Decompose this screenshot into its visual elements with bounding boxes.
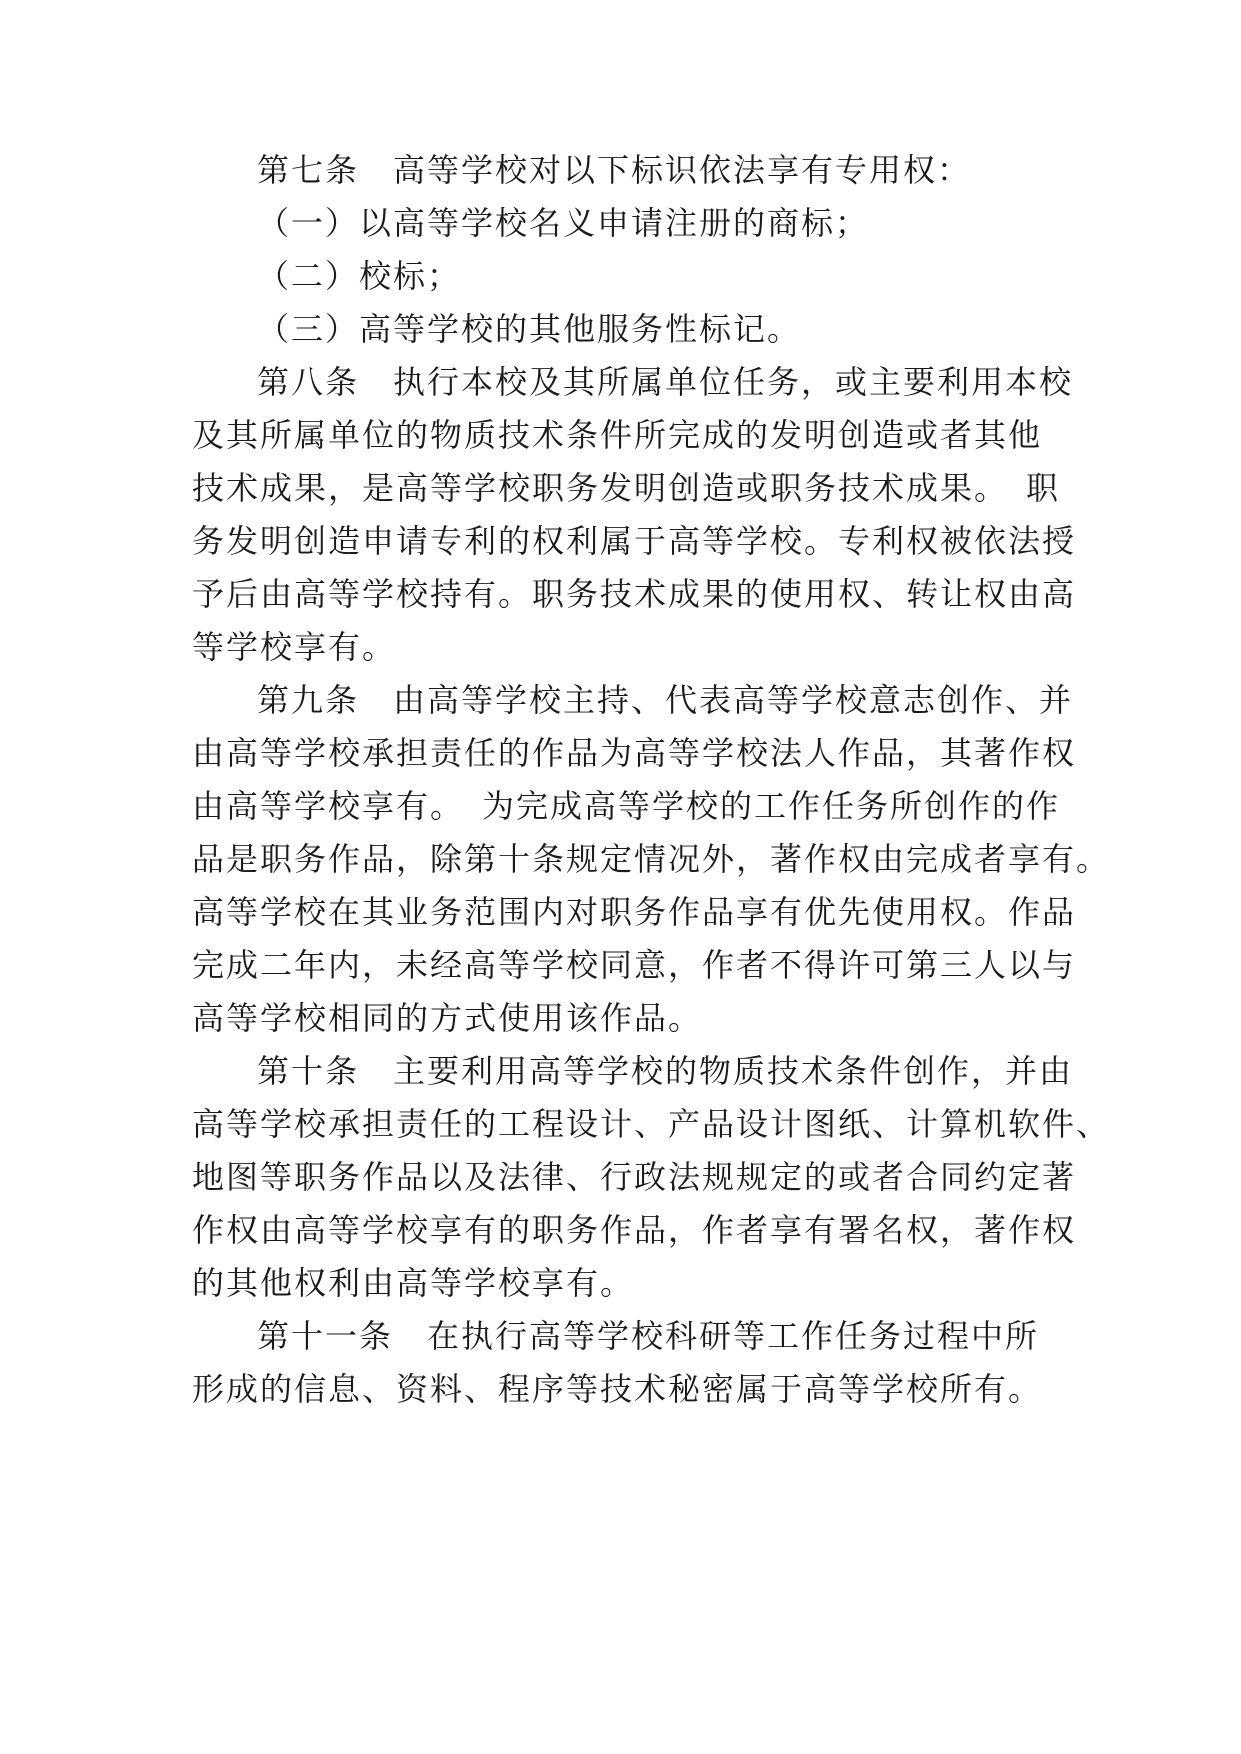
article-10-line-1: 第十条 主要利用高等学校的物质技术条件创作，并由 bbox=[257, 1052, 1074, 1090]
article-7-heading: 第七条 高等学校对以下标识依法享有专用权： bbox=[257, 151, 972, 189]
article-9-line-1: 第九条 由高等学校主持、代表高等学校意志创作、并 bbox=[257, 681, 1074, 719]
article-7-item-2: （二）校标； bbox=[257, 257, 462, 295]
article-7-item-1: （一）以高等学校名义申请注册的商标； bbox=[257, 204, 870, 242]
article-9-line-4: 品是职务作品，除第十条规定情况外，著作权由完成者享有。 bbox=[192, 840, 1111, 878]
article-7-item-3: （三）高等学校的其他服务性标记。 bbox=[257, 310, 802, 348]
article-9-line-6: 完成二年内，未经高等学校同意，作者不得许可第三人以与 bbox=[192, 946, 1077, 984]
article-10-line-4: 作权由高等学校享有的职务作品，作者享有署名权，著作权 bbox=[192, 1211, 1077, 1249]
article-9-line-2: 由高等学校承担责任的作品为高等学校法人作品，其著作权 bbox=[192, 734, 1077, 772]
article-8-line-3: 技术成果，是高等学校职务发明创造或职务技术成果。 职 bbox=[192, 469, 1061, 507]
article-9-line-5: 高等学校在其业务范围内对职务作品享有优先使用权。作品 bbox=[192, 893, 1077, 931]
article-8-line-2: 及其所属单位的物质技术条件所完成的发明创造或者其他 bbox=[192, 416, 1043, 454]
article-11-line-1: 第十一条 在执行高等学校科研等工作任务过程中所 bbox=[257, 1317, 1040, 1355]
article-8-line-6: 等学校享有。 bbox=[192, 628, 397, 666]
article-8-line-1: 第八条 执行本校及其所属单位任务，或主要利用本校 bbox=[257, 363, 1074, 401]
article-8-line-5: 予后由高等学校持有。职务技术成果的使用权、转让权由高 bbox=[192, 575, 1077, 613]
article-10-line-2: 高等学校承担责任的工程设计、产品设计图纸、计算机软件、 bbox=[192, 1105, 1111, 1143]
article-8-line-4: 务发明创造申请专利的权利属于高等学校。专利权被依法授 bbox=[192, 522, 1077, 560]
article-9-line-3: 由高等学校享有。 为完成高等学校的工作任务所创作的作 bbox=[192, 787, 1061, 825]
article-10-line-3: 地图等职务作品以及法律、行政法规规定的或者合同约定著 bbox=[192, 1158, 1077, 1196]
article-10-line-5: 的其他权利由高等学校享有。 bbox=[192, 1264, 635, 1302]
article-11-line-2: 形成的信息、资料、程序等技术秘密属于高等学校所有。 bbox=[192, 1370, 1043, 1408]
article-9-line-7: 高等学校相同的方式使用该作品。 bbox=[192, 999, 703, 1037]
